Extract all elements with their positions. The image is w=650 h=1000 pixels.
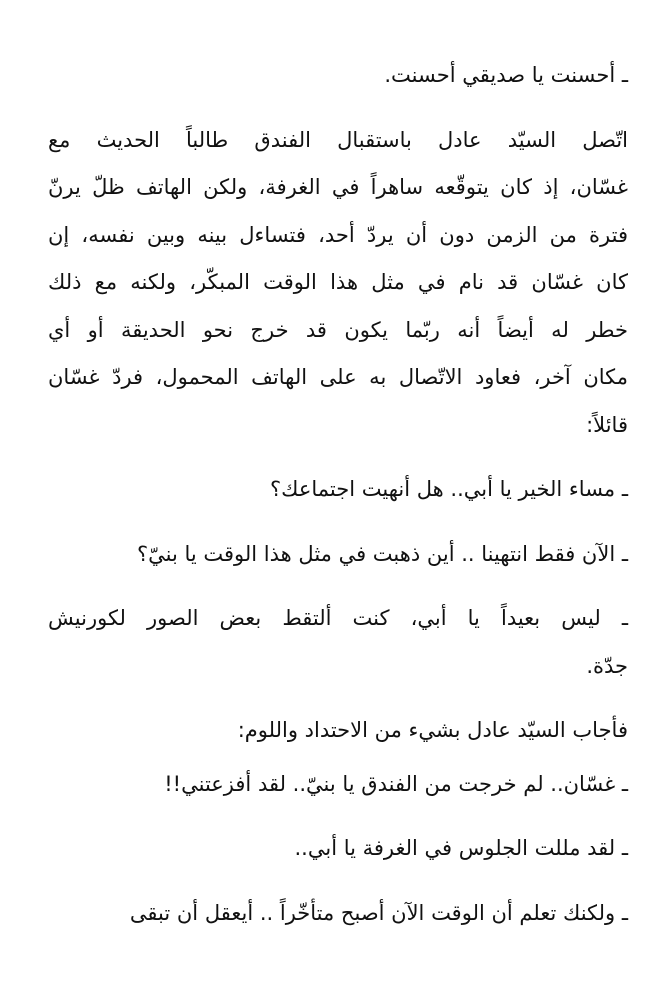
dialogue-paragraph (48, 595, 628, 690)
text-line: جدّة. (586, 653, 628, 678)
text-line: اتّصل السيّد عادل باستقبال الفندق طالباً الحديث مع (48, 127, 628, 152)
text-line: ـ لقد مللت الجلوس في الغرفة يا أبي.. (294, 836, 628, 860)
text-line: ـ مساء الخير يا أبي.. هل أنهيت اجتماعك؟ (270, 477, 628, 501)
narrative-paragraph (48, 707, 628, 755)
page-text (48, 52, 628, 937)
dialogue-paragraph (48, 531, 628, 579)
dialogue-paragraph (48, 52, 628, 100)
text-line: غسّان، إذ كان يتوقّعه ساهراً في الغرفة، ولكن الهاتف ظلّ يرنّ (48, 175, 628, 199)
dialogue-paragraph (48, 890, 628, 938)
dialogue-paragraph (48, 825, 628, 873)
text-line: قائلاً: (586, 412, 628, 437)
text-line: ـ غسّان.. لم خرجت من الفندق يا بنيّ.. لقد أفزعتني!! (164, 771, 628, 796)
text-line: كان غسّان قد نام في مثل هذا الوقت المبكّر، ولكنه مع ذلك (48, 270, 628, 294)
text-line: خطر له أيضاً أنه ربّما يكون قد خرج نحو الحديقة أو أي (48, 317, 628, 342)
text-line: فترة من الزمن دون أن يردّ أحد، فتساءل بينه وبين نفسه، إن (48, 222, 628, 247)
text-line: ـ الآن فقط انتهينا .. أين ذهبت في مثل هذا الوقت يا بنيّ؟ (136, 541, 628, 566)
dialogue-paragraph (48, 761, 628, 809)
text-line: فأجاب السيّد عادل بشيء من الاحتداد واللوم: (237, 718, 628, 742)
text-line: ـ ولكنك تعلم أن الوقت الآن أصبح متأخّراً .. أيعقل أن تبقى (129, 900, 628, 925)
text-line: ـ أحسنت يا صديقي أحسنت. (384, 63, 628, 87)
text-line: ـ ليس بعيداً يا أبي، كنت ألتقط بعض الصور لكورنيش (48, 606, 628, 630)
text-line: مكان آخر، فعاود الاتّصال به على الهاتف المحمول، فردّ غسّان (48, 365, 628, 389)
dialogue-paragraph (48, 466, 628, 514)
narrative-paragraph (48, 117, 628, 450)
